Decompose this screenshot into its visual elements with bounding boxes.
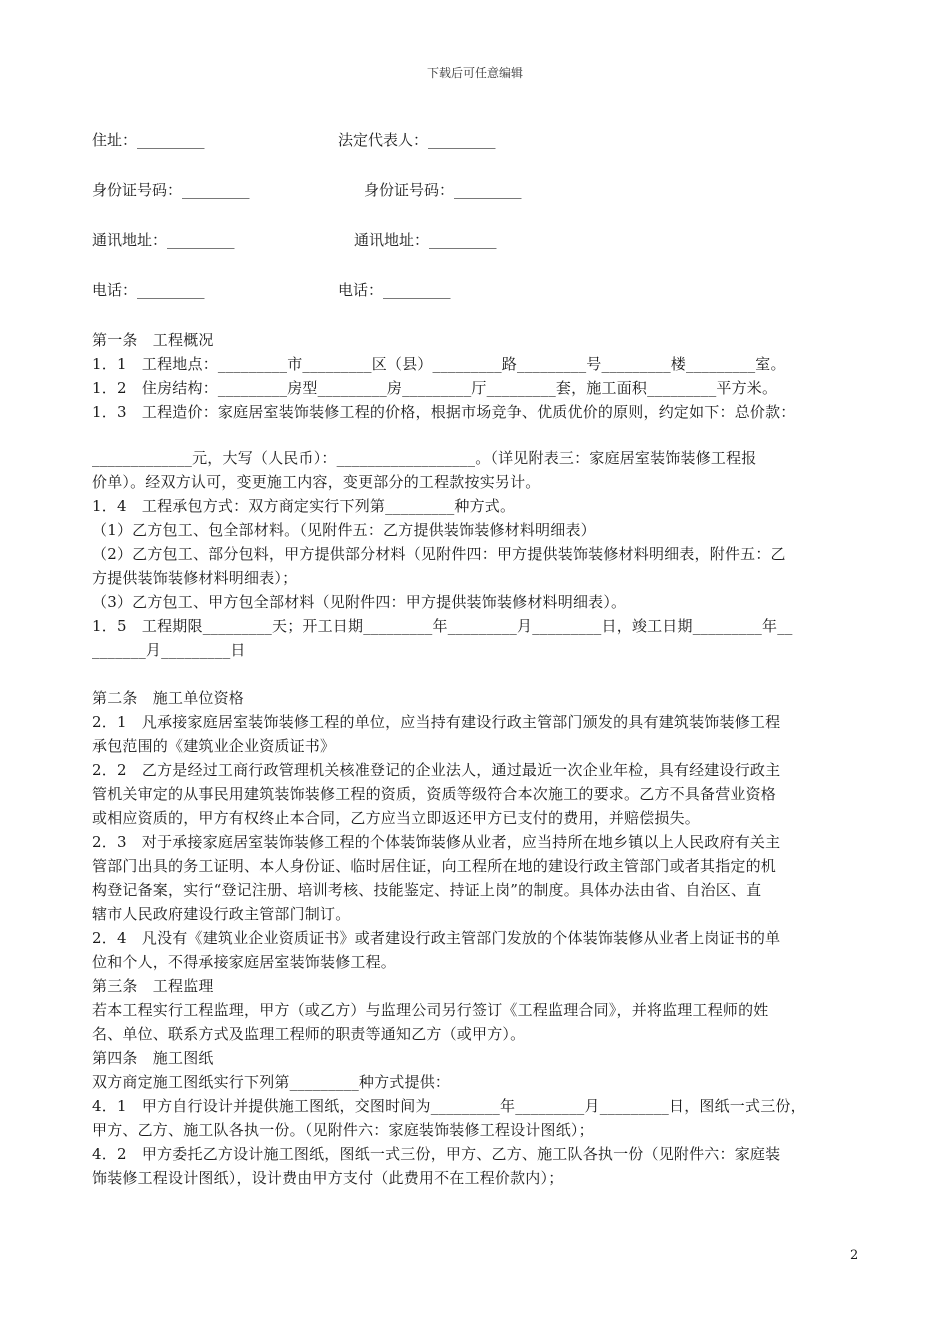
option-1: （1）乙方包工、包全部材料。（见附件五：乙方提供装饰装修材料明细表） — [92, 521, 596, 539]
clause-4-2: 4．2 甲方委托乙方设计施工图纸，图纸一式三份，甲方、乙方、施工队各执一份（见附件六：家庭装 — [92, 1145, 781, 1163]
clause-4-1-cont: 甲方、乙方、施工队各执一份。（见附件六：家庭装饰装修工程设计图纸）； — [92, 1121, 594, 1139]
article-4-intro: 双方商定施工图纸实行下列第_________种方式提供： — [92, 1073, 451, 1091]
clause-2-4-cont: 位和个人，不得承接家庭居室装饰装修工程。 — [92, 953, 397, 971]
clause-2-2: 2．2 乙方是经过工商行政管理机关核准登记的企业法人，通过最近一次企业年检，具有经建设行政主 — [92, 761, 781, 779]
clause-1-4: 1．4 工程承包方式：双方商定实行下列第_________种方式。 — [92, 497, 516, 515]
clause-2-3-cont3: 辖市人民政府建设行政主管部门制订。 — [92, 905, 351, 923]
mail-address-field-left: 通讯地址：_________ — [92, 231, 235, 249]
mail-address-field-right: 通讯地址：_________ — [354, 231, 497, 249]
clause-4-1: 4．1 甲方自行设计并提供施工图纸，交图时间为_________年_________月_________日，图纸一式三份， — [92, 1097, 806, 1115]
article-4-heading: 第四条 施工图纸 — [92, 1049, 214, 1067]
legal-rep-field: 法定代表人：_________ — [338, 131, 496, 149]
phone-field-left: 电话：_________ — [92, 281, 205, 299]
option-2-cont: 方提供装饰装修材料明细表）； — [92, 569, 298, 587]
field-row-phone — [92, 279, 451, 301]
address-field-left: 住址：_________ — [92, 131, 205, 149]
page-number: 2 — [850, 1248, 859, 1263]
clause-1-3-cont2: 价单）。经双方认可，变更施工内容，变更部分的工程款按实另计。 — [92, 473, 541, 491]
spacer — [92, 424, 860, 446]
article-3-text: 若本工程实行工程监理，甲方（或乙方）与监理公司另行签订《工程监理合同》，并将监理工程师的姓 — [92, 1001, 769, 1019]
clause-2-2-cont2: 或相应资质的，甲方有权终止本合同，乙方应当立即返还甲方已支付的费用，并赔偿损失。 — [92, 809, 701, 827]
field-row-id — [92, 179, 522, 201]
clause-2-4: 2．4 凡没有《建筑业企业资质证书》或者建设行政主管部门发放的个体装饰装修从业者上岗证书的单 — [92, 929, 781, 947]
article-2-heading: 第二条 施工单位资格 — [92, 689, 245, 707]
clause-2-3: 2．3 对于承接家庭居室装饰装修工程的个体装饰装修从业者，应当持所在地乡镇以上人民政府有关主 — [92, 833, 781, 851]
clause-1-2: 1．2 住房结构：_________房型_________房_________厅_________套，施工面积_________平方米。 — [92, 379, 778, 397]
contract-body — [92, 328, 860, 1190]
article-3-heading: 第三条 工程监理 — [92, 977, 214, 995]
option-3: （3）乙方包工、甲方包全部材料（见附件四：甲方提供装饰装修材料明细表）。 — [92, 593, 627, 611]
id-number-field-left: 身份证号码：_________ — [92, 181, 250, 199]
clause-1-5-cont: _______月_________日 — [92, 641, 246, 659]
article-3-text-cont: 名、单位、联系方式及监理工程师的职责等通知乙方（或甲方）。 — [92, 1025, 526, 1043]
clause-4-2-cont: 饰装修工程设计图纸），设计费由甲方支付（此费用不在工程价款内）； — [92, 1169, 564, 1187]
option-2: （2）乙方包工、部分包料，甲方提供部分材料（见附件四：甲方提供装饰装修材料明细表，附件五：乙 — [92, 545, 786, 563]
clause-1-5: 1．5 工程期限_________天；开工日期_________年_________月_________日，竣工日期_________年__ — [92, 617, 793, 635]
clause-1-3: 1．3 工程造价：家庭居室装饰装修工程的价格，根据市场竞争、优质优价的原则，约定如下：总价款： — [92, 403, 796, 421]
phone-field-right: 电话：_________ — [338, 281, 451, 299]
clause-2-2-cont: 管机关审定的从事民用建筑装饰装修工程的资质，资质等级符合本次施工的要求。乙方不具备营业资格 — [92, 785, 777, 803]
field-row-address — [92, 129, 496, 151]
clause-2-3-cont: 管部门出具的务工证明、本人身份证、临时居住证，向工程所在地的建设行政主管部门或者其指定的机 — [92, 857, 777, 875]
page-header: 下载后可任意编辑 — [426, 66, 523, 80]
article-1-heading: 第一条 工程概况 — [92, 331, 214, 349]
field-row-mail — [92, 229, 497, 251]
clause-2-3-cont2: 构登记备案，实行“登记注册、培训考核、技能鉴定、持证上岗”的制度。具体办法由省、自治区、直 — [92, 881, 762, 899]
spacer — [92, 662, 860, 686]
clause-1-1: 1．1 工程地点：_________市_________区（县）_________路_________号_________楼_________室。 — [92, 355, 786, 373]
clause-1-3-cont: _____________元，大写（人民币）：__________________。（详见附表三：家庭居室装饰装修工程报 — [92, 449, 757, 467]
clause-2-1: 2．1 凡承接家庭居室装饰装修工程的单位，应当持有建设行政主管部门颁发的具有建筑装饰装修工程 — [92, 713, 781, 731]
id-number-field-right: 身份证号码：_________ — [364, 181, 522, 199]
clause-2-1-cont: 承包范围的《建筑业企业资质证书》 — [92, 737, 336, 755]
